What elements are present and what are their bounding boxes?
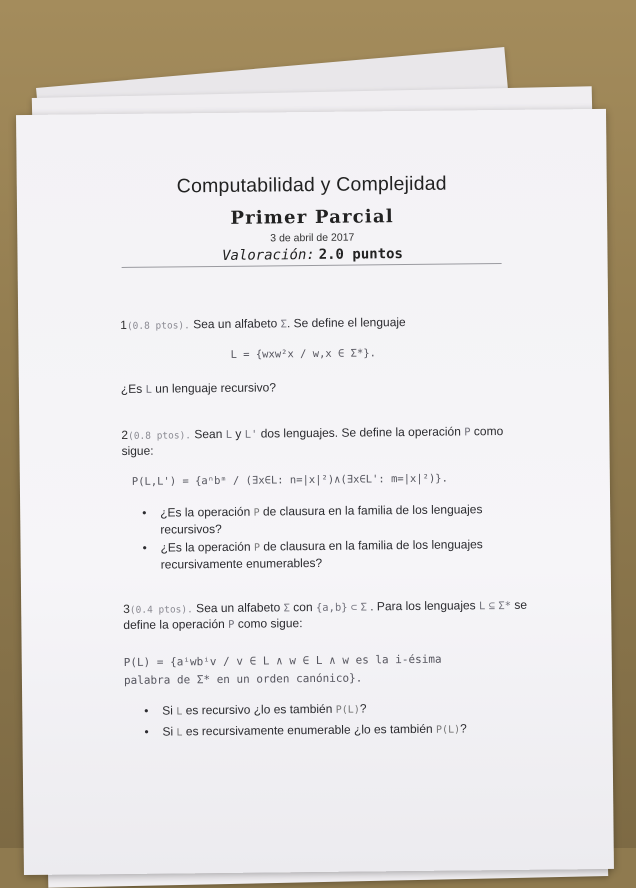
question-1-ask bbox=[121, 378, 521, 398]
bullet-item bbox=[144, 700, 528, 721]
question-1 bbox=[120, 314, 520, 334]
symbol-P: P bbox=[228, 618, 235, 631]
symbol-L: L bbox=[145, 383, 152, 396]
symbol-sigma: Σ bbox=[280, 318, 287, 331]
bullet-text: de clausura en la familia de los lenguajes recursivamente enumerables? bbox=[160, 537, 483, 572]
question-text: dos lenguajes. Se define la operación bbox=[260, 424, 461, 441]
question-points: (0.8 ptos). bbox=[126, 320, 190, 332]
formula-q3-line2: palabra de Σ* en un orden canónico}. bbox=[123, 671, 363, 687]
question-2-bullets bbox=[142, 502, 527, 576]
question-text: Sean bbox=[194, 426, 223, 442]
question-text: . Se define el lenguaje bbox=[286, 315, 406, 331]
bullet-text: ¿Es la operación bbox=[160, 539, 251, 555]
valoracion-value: 2.0 puntos bbox=[318, 246, 404, 263]
symbol-subseteq: ⊆ bbox=[488, 600, 496, 613]
symbol-L: L bbox=[176, 726, 183, 738]
question-text: y bbox=[235, 426, 242, 441]
exam-date: 3 de abril de 2017 bbox=[270, 231, 355, 245]
bullet-dot: • bbox=[142, 540, 147, 555]
symbol-Lprime: L' bbox=[244, 428, 258, 441]
question-2 bbox=[121, 424, 521, 459]
formula-q3-line1: P(L) = {aⁱwbⁱv / v ∈ L ∧ w ∈ L ∧ w es la i-ésima bbox=[123, 652, 442, 669]
symbol-PL: P(L) bbox=[335, 704, 360, 716]
question-3 bbox=[123, 598, 533, 634]
question-text: como sigue: bbox=[237, 616, 303, 631]
bullet-dot: • bbox=[144, 703, 149, 718]
symbol-subset: ⊂ bbox=[350, 601, 358, 614]
symbol-sigma: Σ bbox=[360, 601, 367, 614]
question-number: 2 bbox=[121, 427, 129, 443]
question-3-bullets bbox=[144, 700, 528, 745]
exam-sheet bbox=[16, 109, 614, 875]
symbol-L: L bbox=[176, 706, 183, 718]
formula-q2: P(L,L') = {aⁿbᵐ / (∃x∈L: n=|x|²)∧(∃x∈L': m=|x|²)}. bbox=[131, 472, 448, 488]
bullet-text: es recursivo ¿lo es también bbox=[185, 701, 333, 718]
symbol-L: L bbox=[225, 428, 233, 441]
bullet-text: de clausura en la familia de los lenguajes recursivos? bbox=[160, 502, 483, 537]
bullet-item bbox=[142, 537, 526, 572]
exam-title: Computabilidad y Complejidad bbox=[176, 172, 447, 198]
bullet-text: ? bbox=[359, 701, 367, 716]
valoracion-label: Valoración: bbox=[221, 246, 315, 264]
question-text: lenguajes bbox=[424, 598, 476, 613]
symbol-P: P bbox=[464, 426, 471, 439]
question-text: se define la operación bbox=[123, 597, 528, 632]
question-text: Sea un alfabeto bbox=[193, 316, 278, 332]
question-text: Sea un alfabeto bbox=[196, 600, 281, 616]
bullet-text: Si bbox=[162, 703, 174, 718]
symbol-P: P bbox=[253, 507, 260, 519]
question-number: 3 bbox=[123, 601, 130, 616]
question-text: . Para los bbox=[370, 598, 422, 614]
question-text: con bbox=[293, 600, 313, 615]
bullet-item bbox=[144, 720, 528, 741]
symbol-P: P bbox=[253, 542, 261, 554]
question-text: como sigue: bbox=[121, 424, 504, 459]
bullet-item bbox=[142, 502, 526, 537]
bullet-dot: • bbox=[142, 505, 147, 520]
question-points: (0.8 ptos). bbox=[128, 430, 192, 442]
symbol-PL: P(L) bbox=[435, 723, 461, 736]
bullet-text: es recursivamente enumerable ¿lo es también bbox=[185, 721, 433, 738]
question-text: un lenguaje recursivo? bbox=[155, 380, 277, 396]
question-text: ¿Es bbox=[120, 381, 143, 397]
valoracion bbox=[17, 243, 607, 266]
question-points: (0.4 ptos). bbox=[129, 604, 193, 616]
symbol-ab: {a,b} bbox=[315, 601, 348, 614]
bullet-text: ¿Es la operación bbox=[160, 504, 251, 520]
bullet-text: ? bbox=[460, 720, 467, 735]
symbol-sigma-star: Σ* bbox=[498, 599, 512, 613]
bullet-text: Si bbox=[162, 723, 174, 739]
exam-subtitle: Primer Parcial bbox=[230, 206, 394, 229]
formula-q1: L = {wxw²x / w,x ∈ Σ*}. bbox=[230, 347, 376, 361]
question-number: 1 bbox=[120, 317, 127, 333]
bullet-dot: • bbox=[144, 724, 149, 739]
symbol-L: L bbox=[478, 600, 486, 613]
symbol-sigma: Σ bbox=[283, 602, 290, 615]
